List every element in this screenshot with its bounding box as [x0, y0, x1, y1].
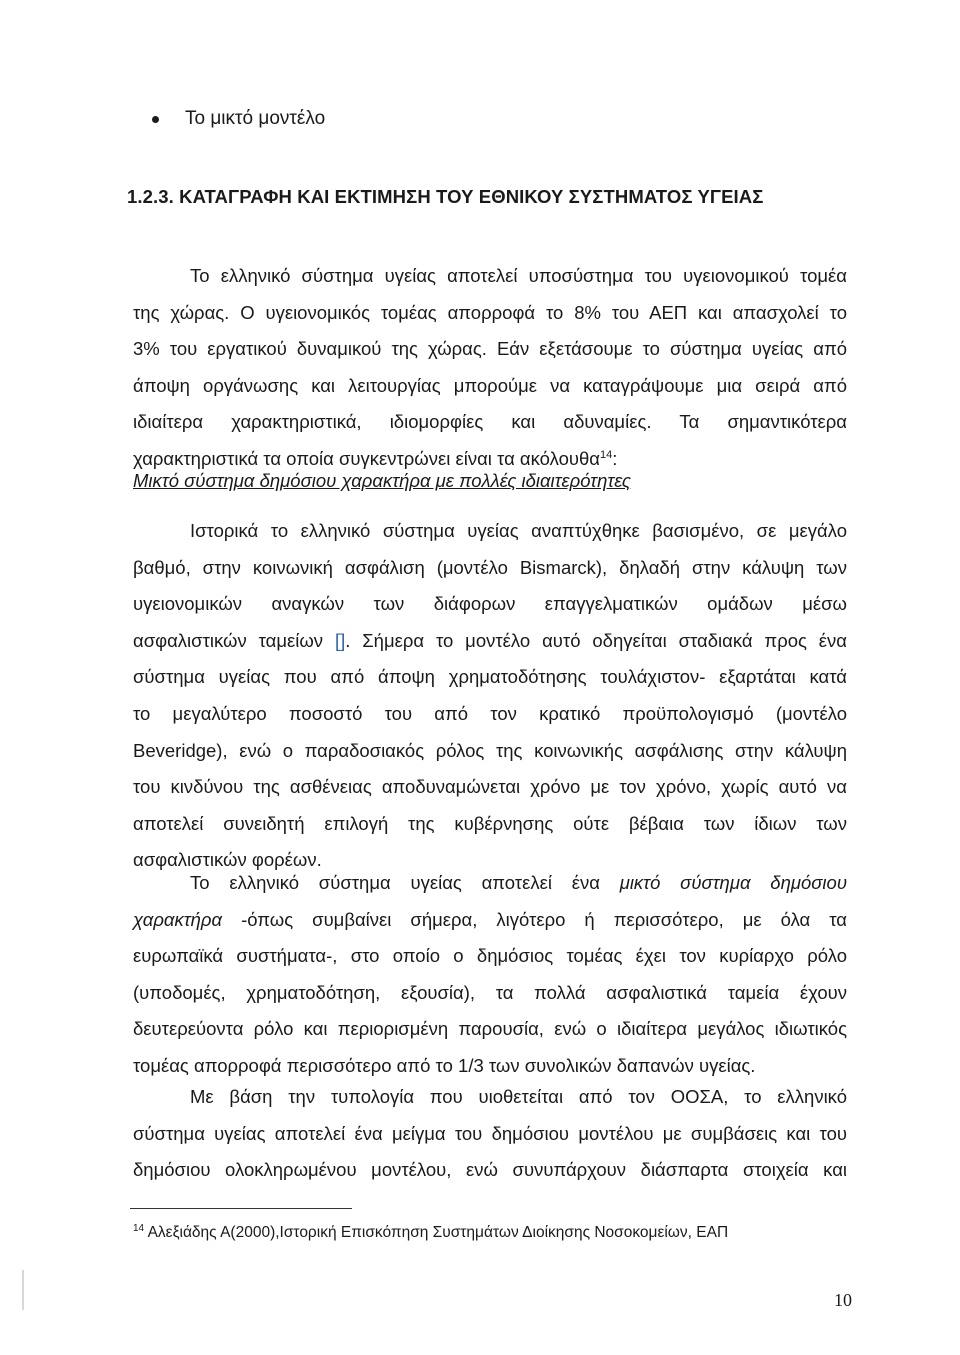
p1-line4-after: . Σήμερα το μοντέλο αυτό οδηγείται σταδιακά προς ένα — [345, 629, 847, 651]
p1-line-with-ref — [133, 623, 847, 660]
p1-line-last: ασφαλιστικών φορέων. — [133, 849, 322, 871]
p1-line: βαθμό, στην κοινωνική ασφάλιση (μοντέλο Bismarck), δηλαδή στην κάλυψη των — [133, 556, 847, 578]
intro-colon: : — [612, 447, 618, 469]
p2-line1-italic: μικτό σύστημα δημόσιου — [619, 872, 847, 893]
p2-line2-italic: χαρακτήρα — [133, 908, 223, 930]
bullet-dot-icon — [152, 116, 159, 123]
paragraph-2 — [133, 865, 847, 1085]
section-heading: 1.2.3. ΚΑΤΑΓΡΑΦΗ ΚΑΙ ΕΚΤΙΜΗΣΗ ΤΟΥ ΕΘΝΙΚΟΥ ΣΥΣΤΗΜΑΤΟΣ ΥΓΕΙΑΣ — [127, 186, 764, 207]
p1-line: αποτελεί συνειδητή επιλογή της κυβέρνησης ούτε βέβαια των ίδιων των — [133, 812, 847, 834]
p2-line-1 — [133, 865, 847, 902]
bullet-text: Το μικτό μοντέλο — [185, 108, 326, 129]
p1-line: Ιστορικά το ελληνικό σύστημα υγείας αναπτύχθηκε βασισμένο, σε μεγάλο — [190, 520, 847, 541]
paragraph-3 — [133, 1079, 847, 1189]
footnote-text: Αλεξιάδης Α(2000),Ιστορική Επισκόπηση Συστημάτων Διοίκησης Νοσοκομείων, ΕΑΠ — [144, 1224, 729, 1241]
p3-line: Με βάση την τυπολογία που υιοθετείται από τον ΟΟΣΑ, το ελληνικό — [190, 1086, 847, 1107]
p2-line-2 — [133, 902, 847, 939]
footnote-divider — [130, 1208, 352, 1209]
p1-line: το μεγαλύτερο ποσοστό του από τον κρατικό προϋπολογισμό (μοντέλο — [133, 702, 847, 724]
citation-link[interactable]: [] — [334, 629, 346, 651]
p2-line2-after: -όπως συμβαίνει σήμερα, λιγότερο ή περισσότερο, με όλα τα — [222, 908, 847, 930]
paragraph-1 — [133, 513, 847, 879]
p1-line4-before: ασφαλιστικών ταμείων — [133, 629, 335, 651]
p2-line1-before: Το ελληνικό σύστημα υγείας αποτελεί ένα — [190, 872, 620, 893]
intro-line: Το ελληνικό σύστημα υγείας αποτελεί υποσύστημα του υγειονομικού τομέα — [190, 265, 847, 286]
footnote-reference[interactable]: 14 — [599, 448, 613, 461]
p2-line: ευρωπαϊκά συστήματα-, στο οποίο ο δημόσιος τομέας έχει τον κυρίαρχο ρόλο — [133, 945, 847, 967]
p3-line: σύστημα υγείας αποτελεί ένα μείγμα του δημόσιου μοντέλου με συμβάσεις και του — [133, 1122, 847, 1144]
subheading: Μικτό σύστημα δημόσιου χαρακτήρα με πολλές ιδιαιτερότητες — [133, 470, 631, 491]
bullet-item — [152, 108, 325, 130]
page-number: 10 — [834, 1290, 852, 1310]
intro-line-text: χαρακτηριστικά τα οποία συγκεντρώνει είναι τα ακόλουθα — [133, 447, 600, 469]
p2-line: δευτερεύοντα ρόλο και περιορισμένη παρουσία, ενώ ο ιδιαίτερα μεγάλος ιδιωτικός — [133, 1018, 847, 1040]
intro-line: της χώρας. Ο υγειονομικός τομέας απορροφά το 8% του ΑΕΠ και απασχολεί το — [133, 301, 847, 323]
p2-line-last: τομέας απορροφά περισσότερο από το 1/3 των συνολικών δαπανών υγείας. — [133, 1054, 756, 1076]
scan-margin-mark — [22, 1270, 24, 1310]
footnote-number: 14 — [133, 1222, 145, 1234]
intro-line: 3% του εργατικού δυναμικού της χώρας. Εάν εξετάσουμε το σύστημα υγείας από — [133, 338, 847, 360]
intro-paragraph — [133, 258, 847, 478]
p2-line: (υποδομές, χρηματοδότηση, εξουσία), τα πολλά ασφαλιστικά ταμεία έχουν — [133, 981, 847, 1003]
p1-line: του κινδύνου της ασθένειας αποδυναμώνεται χρόνο με τον χρόνο, χωρίς αυτό να — [133, 776, 847, 798]
intro-line: ιδιαίτερα χαρακτηριστικά, ιδιομορφίες και αδυναμίες. Τα σημαντικότερα — [133, 411, 847, 433]
p3-line: δημόσιου ολοκληρωμένου μοντέλου, ενώ συνυπάρχουν διάσπαρτα στοιχεία και — [133, 1159, 847, 1181]
p1-line: υγειονομικών αναγκών των διάφορων επαγγελματικών ομάδων μέσω — [133, 593, 847, 615]
p1-line: σύστημα υγείας που από άποψη χρηματοδότησης τουλάχιστον- εξαρτάται κατά — [133, 666, 847, 688]
p1-line: Beveridge), ενώ ο παραδοσιακός ρόλος της κοινωνικής ασφάλισης στην κάλυψη — [133, 739, 847, 761]
intro-line: άποψη οργάνωσης και λειτουργίας μπορούμε να καταγράψουμε μια σειρά από — [133, 374, 847, 396]
footnote — [133, 1224, 728, 1242]
